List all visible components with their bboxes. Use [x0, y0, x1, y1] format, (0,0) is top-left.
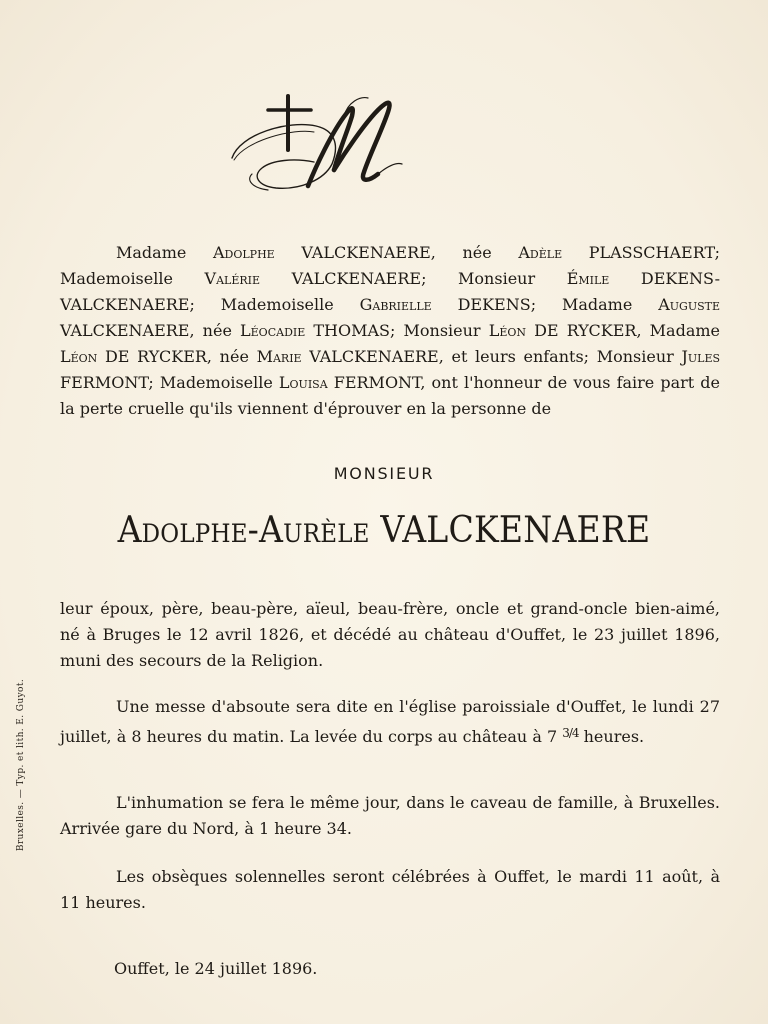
- intro-small-caps-name: Auguste: [658, 295, 721, 314]
- printer-imprint-text: Bruxelles. — Typ. et lith. E. Guyot.: [16, 678, 26, 852]
- intro-text-part: FERMONT, ont l'honneur de vous faire part de la perte cruelle qu'ils viennent d'éprouver en la personne de: [60, 373, 720, 418]
- intro-small-caps-name: Léocadie: [240, 321, 306, 340]
- messe-suffix: heures.: [578, 727, 645, 746]
- messe-fraction: 3/4: [562, 726, 579, 740]
- intro-small-caps-name: Valérie: [204, 269, 261, 288]
- printer-imprint: [6, 660, 36, 870]
- intro-small-caps-name: Gabrielle: [359, 295, 432, 314]
- cross-monogram-icon: [228, 92, 408, 202]
- intro-small-caps-name: Émile: [566, 269, 610, 288]
- intro-small-caps-name: Marie: [256, 347, 302, 366]
- intro-small-caps-name: Léon: [60, 347, 98, 366]
- deceased-last-name: VALCKENAERE: [380, 510, 651, 551]
- intro-text-part: DE RYCKER, née: [97, 347, 257, 366]
- deceased-first-name: Adolphe-Aurèle: [117, 510, 370, 551]
- intro-text-part: DE RYCKER, Madame: [526, 321, 721, 340]
- date-line: Ouffet, le 24 juillet 1896.: [114, 959, 318, 978]
- intro-small-caps-name: Adolphe: [212, 243, 275, 262]
- intro-small-caps-name: Louisa: [278, 373, 328, 392]
- obseques-paragraph: Les obsèques solennelles seront célébrées à Ouffet, le mardi 11 août, à 11 heures.: [60, 867, 720, 912]
- intro-text-part: DEKENS; Madame: [431, 295, 659, 314]
- intro-text-part: VALCKENAERE, née: [60, 321, 241, 340]
- intro-text-part: FERMONT; Mademoiselle: [60, 373, 279, 392]
- intro-text-part: PLASSCHAERT; Mademoiselle: [60, 243, 720, 288]
- intro-text-part: VALCKENAERE; Monsieur: [260, 269, 567, 288]
- intro-text-part: THOMAS; Monsieur: [305, 321, 489, 340]
- messe-paragraph: [60, 694, 720, 750]
- intro-text-part: VALCKENAERE, née: [274, 243, 519, 262]
- intro-small-caps-name: Jules: [681, 347, 721, 366]
- inhumation-paragraph: L'inhumation se fera le même jour, dans le caveau de famille, à Bruxelles. Arrivée gare du Nord, à 1 heure 34.: [60, 793, 720, 838]
- intro-text-part: VALCKENAERE, et leurs enfants; Monsieur: [301, 347, 682, 366]
- intro-paragraph: [60, 240, 720, 422]
- details-paragraph: leur époux, père, beau-père, aïeul, beau-frère, oncle et grand-oncle bien-aimé, né à Bruges le 12 avril 1826, et décédé au château d'Ouffet, le 23 juillet 1896, muni des secours de la Religion.: [60, 599, 720, 670]
- intro-small-caps-name: Adèle: [518, 243, 563, 262]
- title-monsieur: MONSIEUR: [333, 464, 435, 483]
- intro-text-part: DEKENS-VALCKENAERE; Mademoiselle: [60, 269, 720, 314]
- messe-text: Une messe d'absoute sera dite en l'église paroissiale d'Ouffet, le lundi 27 juillet, à 8 heures du matin. La levée du corps au château à 7: [60, 697, 720, 746]
- intro-text-part: Madame: [116, 243, 213, 262]
- deceased-name: [31, 506, 738, 556]
- intro-small-caps-name: Léon: [488, 321, 526, 340]
